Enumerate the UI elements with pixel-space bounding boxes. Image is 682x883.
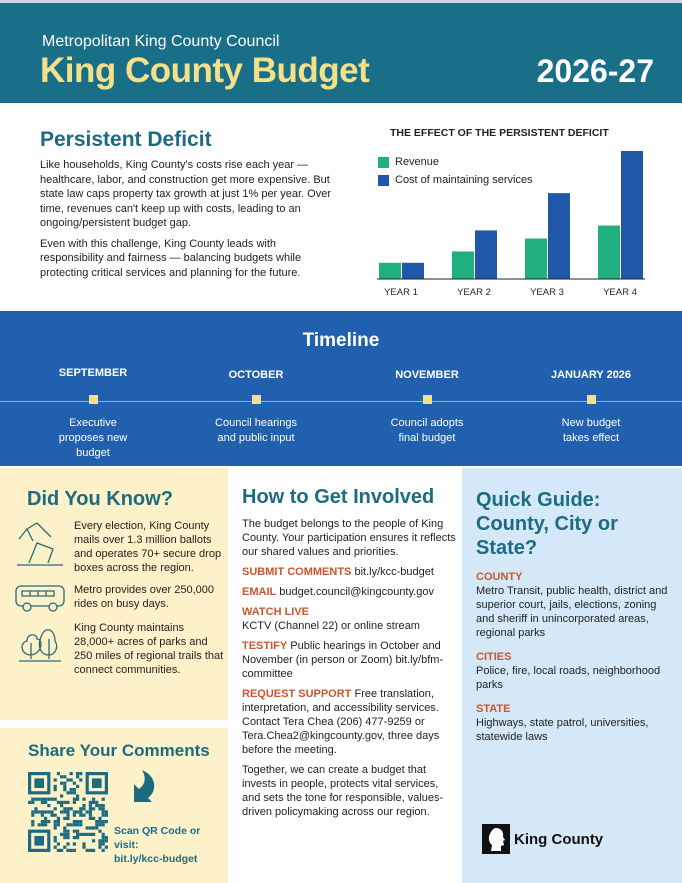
qr-module xyxy=(60,810,63,813)
involved-item xyxy=(242,687,456,757)
share-cta-text: Scan QR Code or visit: xyxy=(114,825,201,851)
involved-closing: Together, we can create a budget that invests in people, protects vital services, and sets the tone for responsible, values-driven policymaking across our region. xyxy=(242,764,444,818)
qr-module xyxy=(54,826,57,829)
qr-module xyxy=(70,823,73,826)
bar-revenue xyxy=(379,263,401,279)
qr-module xyxy=(76,794,79,797)
deficit-paragraph: Like households, King County's costs rise each year — healthcare, labor, and construction get more expensive. But state law caps property tax growth at just 1% per year. Over time, revenues can't keep up with costs, leading to an ongoing/persistent budget gap. xyxy=(40,159,332,229)
logo-text: King County xyxy=(514,830,604,848)
qr-module xyxy=(54,823,57,826)
involved-label: EMAIL xyxy=(242,586,277,598)
qr-module xyxy=(102,823,105,826)
qr-module xyxy=(66,791,69,794)
timeline-marker xyxy=(252,395,261,404)
qr-module xyxy=(79,778,82,781)
qr-module xyxy=(79,820,82,823)
involved-intro: The budget belongs to the people of King County. Your participation ensures it reflects our shared values and priorities. xyxy=(242,518,456,558)
qr-module xyxy=(60,794,63,797)
curved-arrow-icon xyxy=(118,768,160,810)
qr-module xyxy=(57,817,60,820)
involved-item xyxy=(242,639,456,681)
get-involved-panel xyxy=(228,468,462,883)
qr-module xyxy=(98,846,101,849)
qr-module xyxy=(105,846,108,849)
qr-module xyxy=(66,801,69,804)
qr-module xyxy=(79,823,82,826)
qr-module xyxy=(102,839,105,842)
qr-module xyxy=(102,820,105,823)
deficit-paragraph: Even with this challenge, King County leads with responsibility and fairness — balancing budgets while protecting critical services and planning for the future. xyxy=(40,237,302,279)
qr-module xyxy=(92,833,95,836)
qr-module xyxy=(98,823,101,826)
guide-label: COUNTY xyxy=(476,571,523,583)
ballot-icon xyxy=(15,519,65,567)
qr-module xyxy=(76,775,79,778)
timeline-desc: Council hearings and public input xyxy=(215,417,297,444)
qr-module xyxy=(79,810,82,813)
qr-module xyxy=(63,817,66,820)
qr-module xyxy=(102,807,105,810)
guide-text: Police, fire, local roads, neighborhood parks xyxy=(476,665,661,691)
deficit-bar-chart xyxy=(375,140,655,305)
qr-module xyxy=(31,820,34,823)
did-you-know-panel xyxy=(0,468,228,720)
qr-module xyxy=(44,817,47,820)
timeline-title: Timeline xyxy=(302,330,380,351)
guide-text: Highways, state patrol, universities, statewide laws xyxy=(476,717,649,743)
qr-module xyxy=(41,814,44,817)
qr-module xyxy=(34,836,44,846)
qr-module xyxy=(73,782,76,785)
qr-module xyxy=(66,778,69,781)
qr-module xyxy=(98,817,101,820)
qr-module xyxy=(54,798,57,801)
qr-module xyxy=(95,801,98,804)
qr-module xyxy=(95,826,98,829)
qr-module xyxy=(82,804,85,807)
bar-cost xyxy=(621,151,643,279)
qr-module xyxy=(79,814,82,817)
timeline-marker xyxy=(423,395,432,404)
share-title: Share Your Comments xyxy=(28,741,210,760)
org-name: Metropolitan King County Council xyxy=(42,33,280,50)
qr-module xyxy=(73,791,76,794)
qr-module xyxy=(60,775,63,778)
qr-module xyxy=(86,849,89,852)
qr-module xyxy=(102,833,105,836)
qr-module xyxy=(38,823,41,826)
qr-code[interactable] xyxy=(28,772,108,852)
qr-module xyxy=(86,810,89,813)
qr-module xyxy=(34,778,44,788)
involved-label: REQUEST SUPPORT xyxy=(242,688,352,700)
qr-module xyxy=(66,814,69,817)
qr-module xyxy=(34,798,37,801)
qr-module xyxy=(73,798,76,801)
involved-text: Free translation, interpretation, and accessibility services. Contact Tera Chea (206) 477-9259 or Tera.Chea2@kingcounty.gov, three days before the meeting. xyxy=(242,688,440,756)
header-banner xyxy=(0,0,682,103)
bus-icon xyxy=(14,583,66,613)
guide-item xyxy=(476,650,676,692)
qr-module xyxy=(50,810,53,813)
qr-module xyxy=(57,849,60,852)
qr-module xyxy=(86,833,89,836)
qr-module xyxy=(82,833,85,836)
x-tick-label: YEAR 3 xyxy=(530,287,564,298)
qr-module xyxy=(73,842,76,845)
qr-module xyxy=(54,846,57,849)
qr-module xyxy=(76,810,79,813)
qr-module xyxy=(82,807,85,810)
fact-text: Every election, King County mails over 1.3 million ballots and operates 70+ secure drop boxes across the region. xyxy=(74,520,222,574)
qr-module xyxy=(66,842,69,845)
legend-label: Revenue xyxy=(395,156,440,168)
qr-module xyxy=(73,820,76,823)
qr-module xyxy=(89,810,92,813)
qr-module xyxy=(79,833,82,836)
qr-module xyxy=(66,810,69,813)
timeline-desc: Executive proposes new budget xyxy=(58,417,128,459)
qr-module xyxy=(54,839,57,842)
qr-module xyxy=(54,788,57,791)
qr-module xyxy=(92,798,95,801)
timeline-marker xyxy=(89,395,98,404)
qr-module xyxy=(66,833,69,836)
qr-module xyxy=(89,807,92,810)
qr-module xyxy=(98,839,101,842)
qr-module xyxy=(89,814,92,817)
bar-cost xyxy=(402,263,424,279)
guide-label: CITIES xyxy=(476,651,512,663)
qr-module xyxy=(73,801,76,804)
qr-module xyxy=(98,842,101,845)
qr-module xyxy=(102,849,105,852)
king-county-logo xyxy=(482,824,603,854)
fact-item xyxy=(14,621,224,677)
qr-module xyxy=(92,778,102,788)
qr-module xyxy=(73,814,76,817)
qr-module xyxy=(89,804,92,807)
deficit-section xyxy=(40,128,340,280)
qr-module xyxy=(38,810,41,813)
qr-module xyxy=(95,823,98,826)
qr-module xyxy=(102,842,105,845)
qr-module xyxy=(98,807,101,810)
deficit-title: Persistent Deficit xyxy=(40,128,212,151)
qr-module xyxy=(63,826,66,829)
share-comments-panel xyxy=(0,728,228,883)
qr-module xyxy=(44,801,47,804)
qr-module xyxy=(63,782,66,785)
did-you-know-title: Did You Know? xyxy=(27,488,173,510)
qr-module xyxy=(47,820,50,823)
qr-module xyxy=(89,801,92,804)
qr-module xyxy=(73,849,76,852)
qr-module xyxy=(95,820,98,823)
qr-module xyxy=(76,836,79,839)
page-title: King County Budget xyxy=(40,51,370,90)
timeline-item xyxy=(516,369,666,446)
qr-module xyxy=(82,846,85,849)
qr-module xyxy=(102,804,105,807)
qr-module xyxy=(98,830,101,833)
qr-module xyxy=(76,823,79,826)
qr-module xyxy=(34,810,37,813)
qr-module xyxy=(50,798,53,801)
qr-module xyxy=(89,833,92,836)
qr-module xyxy=(92,826,95,829)
bar-cost xyxy=(475,230,497,279)
qr-module xyxy=(63,833,66,836)
qr-module xyxy=(38,798,41,801)
qr-module xyxy=(47,810,50,813)
qr-module xyxy=(63,807,66,810)
qr-module xyxy=(102,810,105,813)
qr-module xyxy=(70,772,73,775)
qr-module xyxy=(57,820,60,823)
email-link[interactable]: budget.council@kingcounty.gov xyxy=(279,586,434,598)
qr-module xyxy=(44,820,47,823)
qr-module xyxy=(105,810,108,813)
king-county-logo-icon xyxy=(482,824,510,854)
timeline-section xyxy=(0,311,682,466)
fact-item xyxy=(14,583,224,613)
qr-module xyxy=(54,785,57,788)
qr-module xyxy=(76,833,79,836)
involved-label: SUBMIT COMMENTS xyxy=(242,566,352,578)
qr-module xyxy=(28,801,31,804)
timeline-desc: Council adopts final budget xyxy=(390,417,464,444)
share-cta xyxy=(114,824,226,866)
qr-module xyxy=(82,814,85,817)
chart-title: THE EFFECT OF THE PERSISTENT DEFICIT xyxy=(390,127,609,139)
fact-text: King County maintains 28,000+ acres of parks and 250 miles of regional trails that connect communities. xyxy=(74,622,224,676)
qr-module xyxy=(60,804,63,807)
timeline-item xyxy=(18,367,168,461)
qr-module xyxy=(60,782,63,785)
qr-module xyxy=(70,791,73,794)
bar-revenue xyxy=(598,226,620,279)
guide-item xyxy=(476,570,676,640)
qr-module xyxy=(92,839,95,842)
qr-module xyxy=(47,804,50,807)
x-tick-label: YEAR 2 xyxy=(457,287,491,298)
qr-module xyxy=(31,810,34,813)
qr-module xyxy=(73,830,76,833)
qr-module xyxy=(79,807,82,810)
involved-item xyxy=(242,585,456,599)
qr-module xyxy=(60,833,63,836)
qr-module xyxy=(98,804,101,807)
qr-module xyxy=(41,810,44,813)
timeline-item xyxy=(181,369,331,446)
qr-module xyxy=(54,807,57,810)
qr-module xyxy=(92,817,95,820)
guide-label: STATE xyxy=(476,703,511,715)
qr-module xyxy=(102,814,105,817)
qr-module xyxy=(60,849,63,852)
involved-item xyxy=(242,565,456,579)
qr-module xyxy=(34,807,37,810)
qr-module xyxy=(66,817,69,820)
qr-module xyxy=(76,772,79,775)
share-link[interactable]: bit.ly/kcc-budget xyxy=(114,853,198,865)
qr-module xyxy=(44,823,47,826)
timeline-month: NOVEMBER xyxy=(395,369,459,381)
qr-module xyxy=(66,849,69,852)
qr-module xyxy=(54,820,57,823)
qr-module xyxy=(57,823,60,826)
involved-text: KCTV (Channel 22) or online stream xyxy=(242,620,420,632)
qr-module xyxy=(102,836,105,839)
qr-module xyxy=(63,775,66,778)
qr-module xyxy=(98,820,101,823)
qr-module xyxy=(41,798,44,801)
x-tick-label: YEAR 4 xyxy=(603,287,637,298)
qr-module xyxy=(66,830,69,833)
qr-module xyxy=(105,814,108,817)
qr-module xyxy=(89,826,92,829)
qr-module xyxy=(31,801,34,804)
timeline-month: OCTOBER xyxy=(228,369,284,381)
involved-label: WATCH LIVE xyxy=(242,606,310,618)
qr-module xyxy=(70,849,73,852)
qr-module xyxy=(31,823,34,826)
quick-guide-panel xyxy=(462,468,682,883)
qr-module xyxy=(105,836,108,839)
qr-module xyxy=(63,785,66,788)
qr-module xyxy=(89,849,92,852)
timeline-month: SEPTEMBER xyxy=(58,367,128,379)
qr-module xyxy=(105,820,108,823)
qr-module xyxy=(54,836,57,839)
qr-module xyxy=(50,814,53,817)
bar-revenue xyxy=(525,238,547,279)
qr-module xyxy=(70,807,73,810)
submit-comments-link[interactable]: bit.ly/kcc-budget xyxy=(354,566,434,578)
qr-module xyxy=(63,830,66,833)
qr-module xyxy=(73,788,76,791)
qr-module xyxy=(76,798,79,801)
qr-module xyxy=(102,798,105,801)
timeline-desc: New budget takes effect xyxy=(561,417,621,444)
qr-module xyxy=(92,849,95,852)
timeline-item xyxy=(352,369,502,446)
qr-module xyxy=(57,842,60,845)
qr-module xyxy=(54,814,57,817)
qr-module xyxy=(31,814,34,817)
qr-module xyxy=(95,804,98,807)
qr-module xyxy=(63,788,66,791)
qr-module xyxy=(76,820,79,823)
qr-module xyxy=(92,801,95,804)
qr-module xyxy=(76,830,79,833)
qr-module xyxy=(66,836,69,839)
qr-module xyxy=(57,801,60,804)
qr-module xyxy=(73,823,76,826)
quick-guide-title: Quick Guide: County, City or State? xyxy=(476,489,618,559)
qr-module xyxy=(63,801,66,804)
timeline-marker xyxy=(587,395,596,404)
bar-revenue xyxy=(452,251,474,279)
legend-label: Cost of maintaining services xyxy=(395,174,533,186)
qr-module xyxy=(66,807,69,810)
qr-module xyxy=(44,798,47,801)
qr-module xyxy=(41,801,44,804)
get-involved-title: How to Get Involved xyxy=(242,486,435,508)
qr-module xyxy=(89,817,92,820)
qr-module xyxy=(70,778,73,781)
qr-module xyxy=(63,810,66,813)
trees-icon xyxy=(17,621,63,663)
qr-module xyxy=(92,807,95,810)
qr-module xyxy=(66,823,69,826)
qr-module xyxy=(54,778,57,781)
qr-module xyxy=(60,801,63,804)
guide-item xyxy=(476,702,676,744)
qr-module xyxy=(86,826,89,829)
qr-module xyxy=(82,842,85,845)
qr-module xyxy=(73,836,76,839)
qr-module xyxy=(41,820,44,823)
qr-module xyxy=(41,823,44,826)
qr-module xyxy=(57,772,60,775)
qr-module xyxy=(63,846,66,849)
qr-module xyxy=(31,798,34,801)
x-tick-label: YEAR 1 xyxy=(384,287,418,298)
fact-text: Metro provides over 250,000 rides on busy days. xyxy=(74,584,215,610)
involved-item xyxy=(242,605,456,633)
involved-label: TESTIFY xyxy=(242,640,288,652)
budget-years: 2026-27 xyxy=(536,53,654,89)
bar-cost xyxy=(548,193,570,279)
involved-text: Public hearings in October and November (in person or Zoom) bit.ly/bfm-committee xyxy=(242,640,444,680)
qr-module xyxy=(79,772,82,775)
qr-module xyxy=(82,798,85,801)
qr-module xyxy=(47,798,50,801)
qr-module xyxy=(105,839,108,842)
fact-item xyxy=(14,519,224,575)
qr-module xyxy=(44,810,47,813)
guide-text: Metro Transit, public health, district and superior court, jails, elections, zoning and sheriff in unincorporated areas, regional parks xyxy=(476,585,668,639)
qr-module xyxy=(63,836,66,839)
qr-module xyxy=(70,788,73,791)
timeline-month: JANUARY 2026 xyxy=(550,369,632,381)
qr-module xyxy=(76,785,79,788)
qr-module xyxy=(73,810,76,813)
